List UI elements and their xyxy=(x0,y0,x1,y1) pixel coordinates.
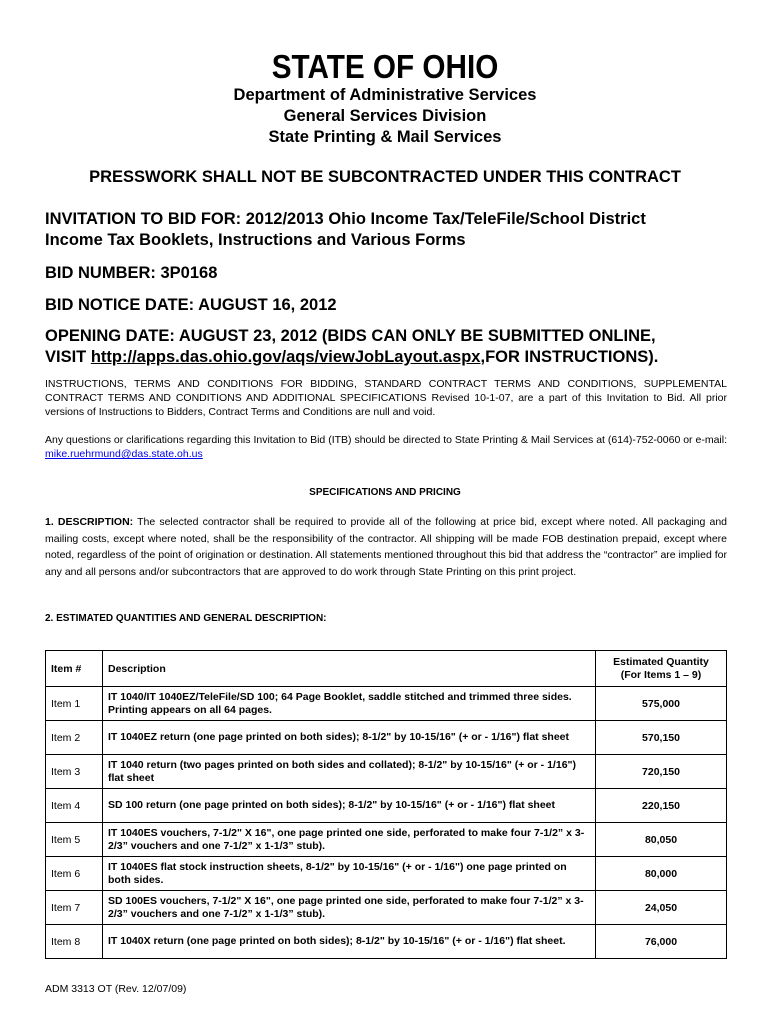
invitation-heading xyxy=(45,209,735,251)
quantity-cell: 720,150 xyxy=(596,755,727,789)
quantities-table xyxy=(45,650,727,959)
bid-number: BID NUMBER: 3P0168 xyxy=(45,264,218,282)
opening-line-2 xyxy=(45,347,735,368)
description-paragraph xyxy=(45,514,727,580)
column-header-item: Item # xyxy=(46,651,103,687)
bid-notice-date: BID NOTICE DATE: AUGUST 16, 2012 xyxy=(45,296,337,314)
table-row xyxy=(46,891,727,925)
office-name: State Printing & Mail Services xyxy=(268,128,502,146)
quantity-cell: 570,150 xyxy=(596,721,727,755)
department-name: Department of Administrative Services xyxy=(233,86,537,104)
section-2-heading: 2. ESTIMATED QUANTITIES AND GENERAL DESCRIPTION: xyxy=(45,613,327,624)
item-cell: Item 8 xyxy=(46,925,103,959)
description-cell: IT 1040EZ return (one page printed on both sides); 8-1/2" by 10-15/16" (+ or - 1/16") flat sheet xyxy=(103,721,596,755)
description-cell: SD 100 return (one page printed on both sides); 8-1/2" by 10-15/16" (+ or - 1/16") flat sheet xyxy=(103,789,596,823)
table-row xyxy=(46,755,727,789)
quantity-cell: 80,000 xyxy=(596,857,727,891)
description-text: The selected contractor shall be required to provide all of the following at price bid, except where noted. All packaging and mailing costs, except where noted, shall be the responsibility of the contractor. All shipping will be made FOB destination prepaid, except where noted, regardless of the point of origination or destination. All statements mentioned throughout this bid that address the “contractor” are implied for any and all persons and/or subcontractors that are approved to do work through State Printing on this print project. xyxy=(45,516,727,578)
column-header-description: Description xyxy=(103,651,596,687)
quantity-cell: 575,000 xyxy=(596,687,727,721)
item-cell: Item 1 xyxy=(46,687,103,721)
column-header-quantity xyxy=(596,651,727,687)
description-cell: SD 100ES vouchers, 7-1/2" X 16", one page printed one side, perforated to make four 7-1/2” x 3-2/3” vouchers and one 7-1/2” x 1-1/3” stub). xyxy=(103,891,596,925)
quantity-header-line-2: (For Items 1 – 9) xyxy=(620,668,702,681)
item-cell: Item 5 xyxy=(46,823,103,857)
description-cell: IT 1040X return (one page printed on both sides); 8-1/2" by 10-15/16" (+ or - 1/16") flat sheet. xyxy=(103,925,596,959)
contact-paragraph xyxy=(45,433,727,461)
table-row xyxy=(46,823,727,857)
quantity-cell: 220,150 xyxy=(596,789,727,823)
instructions-paragraph: INSTRUCTIONS, TERMS AND CONDITIONS FOR BIDDING, STANDARD CONTRACT TERMS AND CONDITIONS, SUPPLEMENTAL CONTRACT TERMS AND CONDITIONS AND ADDITIONAL SPECIFICATIONS Revised 10-1-07, are a part of this Invitation to Bid. All prior versions of Instructions to Bidders, Contract Terms and Conditions are null and void. xyxy=(45,378,727,418)
opening-tail: ,FOR INSTRUCTIONS). xyxy=(480,348,659,366)
item-cell: Item 3 xyxy=(46,755,103,789)
quantity-header-line-1: Estimated Quantity xyxy=(613,655,709,668)
quantity-cell: 76,000 xyxy=(596,925,727,959)
contact-email-link[interactable]: mike.ruehrmund@das.state.oh.us xyxy=(45,448,203,460)
description-cell: IT 1040/IT 1040EZ/TeleFile/SD 100; 64 Page Booklet, saddle stitched and trimmed three sides. Printing appears on all 64 pages. xyxy=(103,687,596,721)
item-cell: Item 6 xyxy=(46,857,103,891)
table-row xyxy=(46,925,727,959)
opening-line-1: OPENING DATE: AUGUST 23, 2012 (BIDS CAN ONLY BE SUBMITTED ONLINE, xyxy=(45,327,656,345)
description-cell: IT 1040ES flat stock instruction sheets, 8-1/2" by 10-15/16" (+ or - 1/16") one page printed on both sides. xyxy=(103,857,596,891)
instructions-link[interactable]: http://apps.das.ohio.gov/aqs/viewJobLayout.aspx xyxy=(90,348,481,366)
presswork-notice: PRESSWORK SHALL NOT BE SUBCONTRACTED UNDER THIS CONTRACT xyxy=(89,168,681,186)
item-cell: Item 7 xyxy=(46,891,103,925)
description-cell: IT 1040 return (two pages printed on both sides and collated); 8-1/2" by 10-15/16" (+ or - 1/16") flat sheet xyxy=(103,755,596,789)
invitation-line-1: INVITATION TO BID FOR: 2012/2013 Ohio Income Tax/TeleFile/School District xyxy=(45,210,646,228)
quantity-cell: 24,050 xyxy=(596,891,727,925)
quantity-cell: 80,050 xyxy=(596,823,727,857)
opening-date xyxy=(45,326,735,368)
contact-text: Any questions or clarifications regarding this Invitation to Bid (ITB) should be directed to State Printing & Mail Services at (614)-752-0060 or e-mail: xyxy=(45,434,727,446)
table-row xyxy=(46,721,727,755)
item-cell: Item 2 xyxy=(46,721,103,755)
item-cell: Item 4 xyxy=(46,789,103,823)
page-title: STATE OF OHIO xyxy=(271,48,499,85)
table-row xyxy=(46,687,727,721)
form-number-footer: ADM 3313 OT (Rev. 12/07/09) xyxy=(45,983,187,995)
division-name: General Services Division xyxy=(283,107,487,125)
table-row xyxy=(46,789,727,823)
description-label: 1. DESCRIPTION: xyxy=(45,516,134,528)
description-cell: IT 1040ES vouchers, 7-1/2" X 16", one page printed one side, perforated to make four 7-1/2” x 3-2/3” vouchers and one 7-1/2” x 1-1/3” stub). xyxy=(103,823,596,857)
opening-visit-label: VISIT xyxy=(45,348,91,366)
table-row xyxy=(46,857,727,891)
invitation-line-2: Income Tax Booklets, Instructions and Various Forms xyxy=(45,231,466,249)
specs-heading: SPECIFICATIONS AND PRICING xyxy=(309,487,461,498)
